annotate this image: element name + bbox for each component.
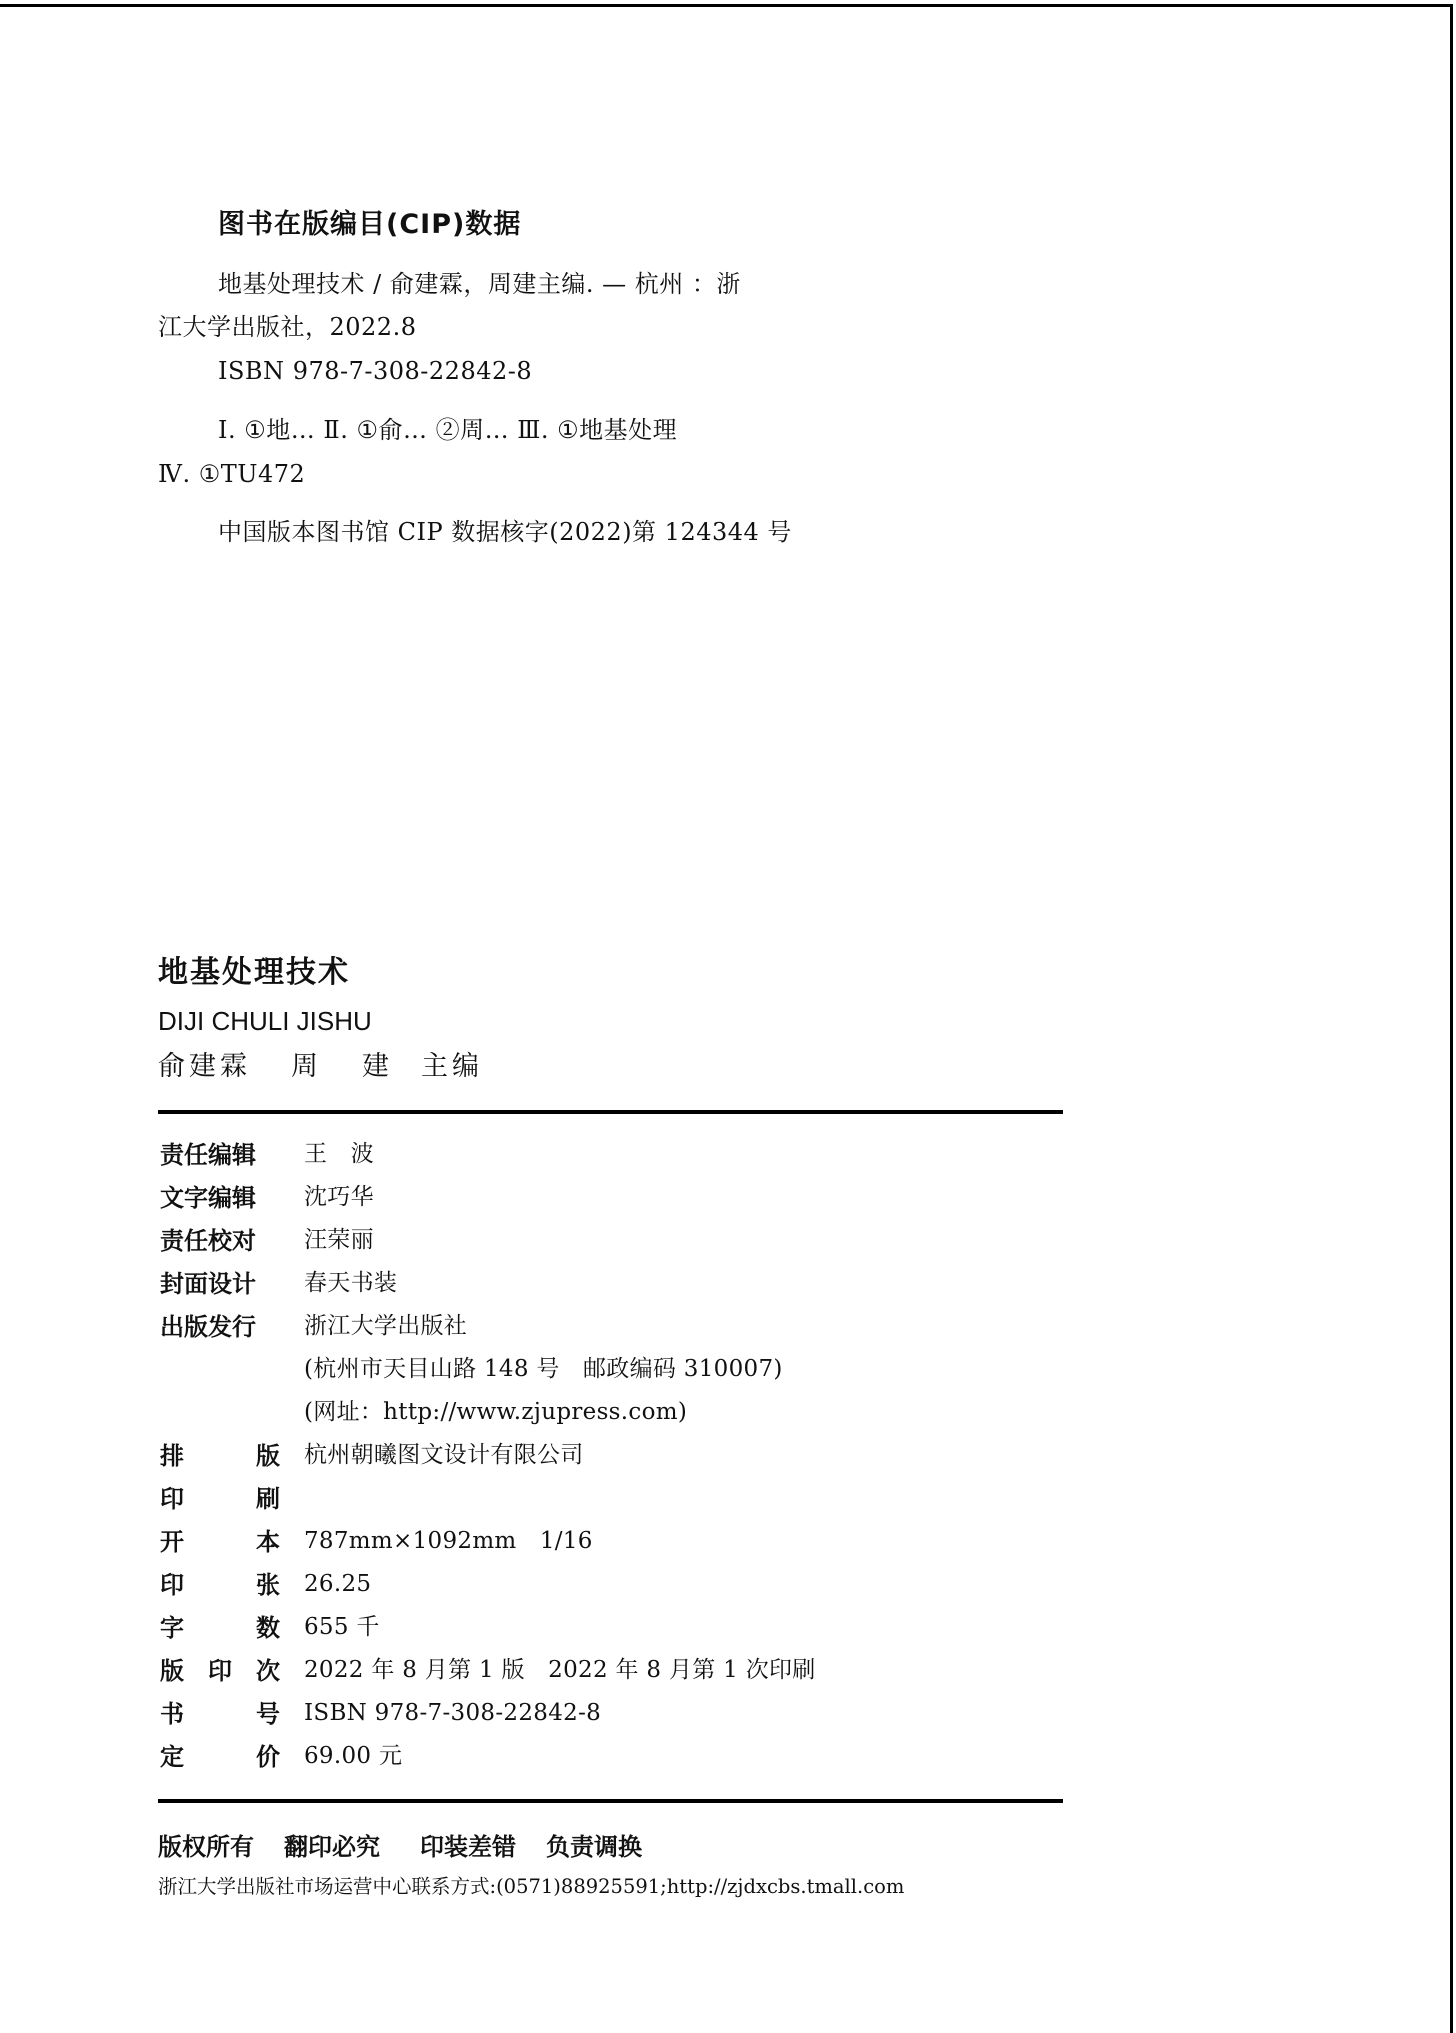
rights-reserved: 版权所有 bbox=[158, 1833, 254, 1861]
marketing-contact: 浙江大学出版社市场运营中心联系方式:(0571)88925591;http://zjdxcbs.tmall.com bbox=[158, 1875, 905, 1898]
row-value: 2022 年 8 月第 1 版 2022 年 8 月第 1 次印刷 bbox=[304, 1657, 816, 1683]
row-value: 王 波 bbox=[304, 1141, 374, 1167]
row-label: 封面设计 bbox=[160, 1270, 256, 1298]
row-value: 26.25 bbox=[304, 1571, 372, 1597]
defect-notice: 印装差错 bbox=[420, 1833, 516, 1861]
row-label: 开 本 bbox=[160, 1528, 280, 1556]
row-label: 印 刷 bbox=[160, 1485, 280, 1513]
row-label: 印 张 bbox=[160, 1571, 280, 1599]
editor-role: 主编 bbox=[421, 1051, 483, 1082]
exchange-notice: 负责调换 bbox=[546, 1833, 642, 1861]
piracy-warning: 翻印必究 bbox=[284, 1833, 380, 1861]
divider-rule-top bbox=[158, 1110, 1063, 1114]
cip-heading: 图书在版编目(CIP)数据 bbox=[218, 209, 522, 240]
row-label: 责任编辑 bbox=[160, 1141, 256, 1169]
row-label: 版 印 次 bbox=[160, 1657, 280, 1685]
book-title-pinyin: DIJI CHULI JISHU bbox=[158, 1006, 372, 1036]
row-value: ISBN 978-7-308-22842-8 bbox=[304, 1700, 602, 1726]
row-value: 69.00 元 bbox=[304, 1743, 403, 1769]
author-1: 俞建霖 bbox=[158, 1051, 251, 1082]
page-border-right bbox=[1450, 4, 1453, 2033]
row-label: 字 数 bbox=[160, 1614, 280, 1642]
row-value: (杭州市天目山路 148 号 邮政编码 310007) bbox=[304, 1356, 783, 1382]
author-2-given: 周 bbox=[291, 1051, 322, 1082]
divider-rule-bottom bbox=[158, 1799, 1063, 1803]
author-2-family: 建 bbox=[362, 1051, 393, 1082]
book-title: 地基处理技术 bbox=[158, 955, 350, 990]
row-value: 春天书装 bbox=[304, 1270, 398, 1296]
row-label: 书 号 bbox=[160, 1700, 280, 1728]
cip-line-approval-number: 中国版本图书馆 CIP 数据核字(2022)第 124344 号 bbox=[218, 518, 792, 546]
copyright-notice bbox=[158, 1835, 672, 1859]
row-value: 杭州朝曦图文设计有限公司 bbox=[304, 1442, 584, 1468]
row-value: 655 千 bbox=[304, 1614, 380, 1640]
cip-line-subjects: Ⅰ. ①地… Ⅱ. ①俞… ②周… Ⅲ. ①地基处理 bbox=[218, 416, 678, 444]
cip-line-isbn: ISBN 978-7-308-22842-8 bbox=[218, 357, 533, 385]
row-value: 汪荣丽 bbox=[304, 1227, 374, 1253]
row-value: 沈巧华 bbox=[304, 1184, 374, 1210]
row-label: 排 版 bbox=[160, 1442, 280, 1470]
cip-line-title-author: 地基处理技术 / 俞建霖，周建主编. — 杭州 ：浙 bbox=[218, 270, 741, 298]
cip-line-publisher: 江大学出版社，2022.8 bbox=[158, 313, 417, 341]
row-label: 责任校对 bbox=[160, 1227, 256, 1255]
row-label: 文字编辑 bbox=[160, 1184, 256, 1212]
row-label: 出版发行 bbox=[160, 1313, 256, 1341]
row-value: 浙江大学出版社 bbox=[304, 1313, 468, 1339]
book-authors bbox=[158, 1053, 483, 1080]
page-border-top bbox=[0, 4, 1453, 7]
row-label: 定 价 bbox=[160, 1743, 280, 1771]
row-value: 787mm×1092mm 1/16 bbox=[304, 1528, 593, 1554]
cip-line-classification: Ⅳ. ①TU472 bbox=[158, 460, 306, 488]
row-value: (网址：http://www.zjupress.com) bbox=[304, 1399, 688, 1425]
